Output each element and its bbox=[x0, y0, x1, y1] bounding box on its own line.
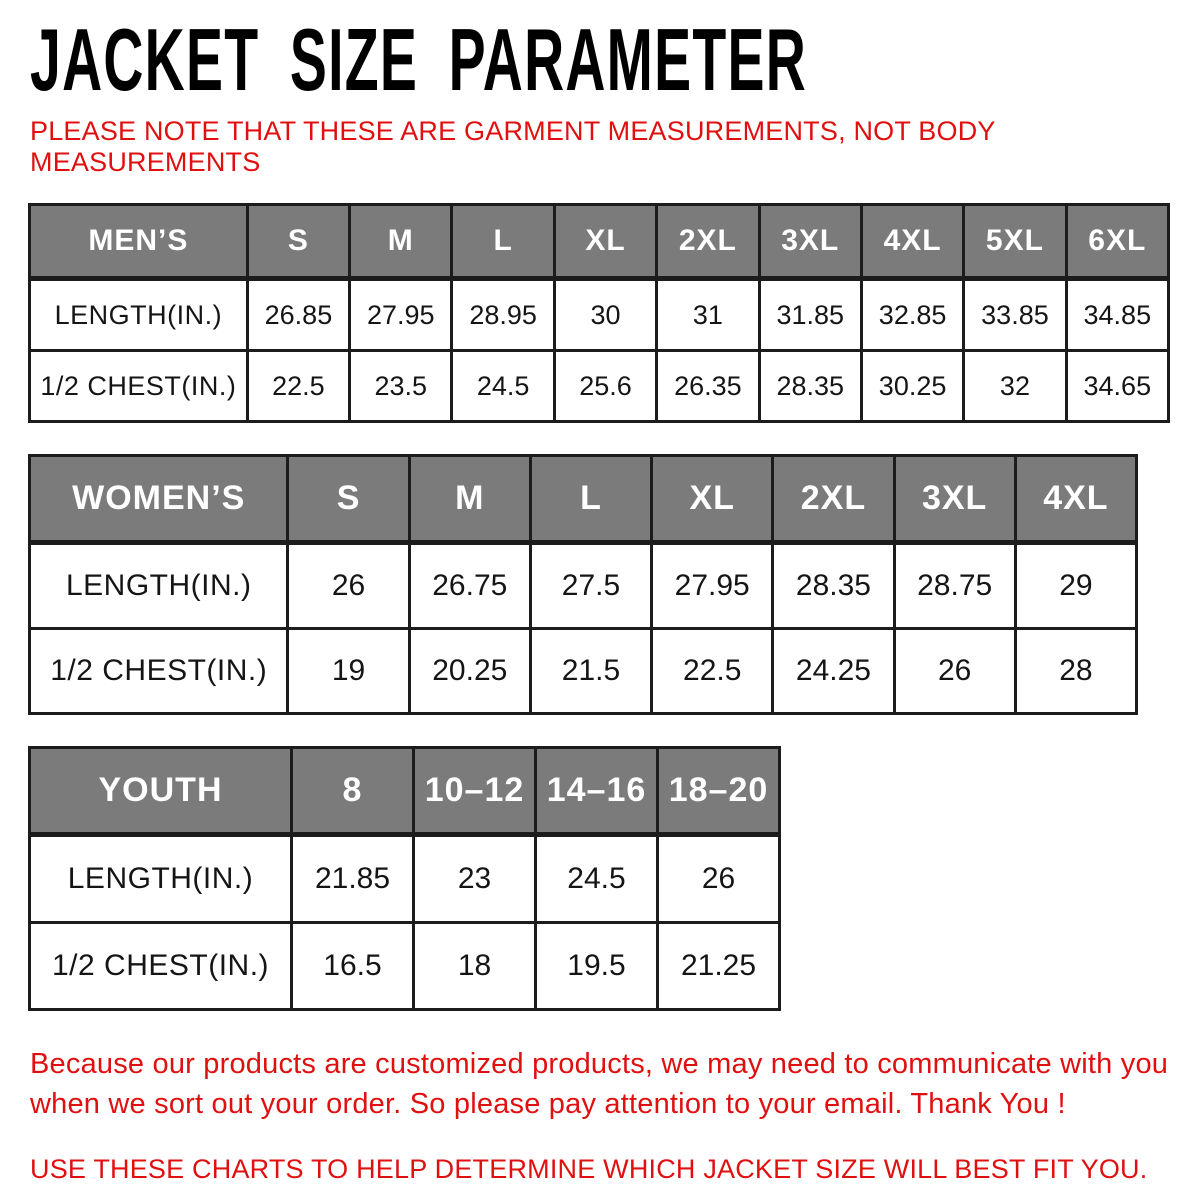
womens-data-row bbox=[30, 629, 1137, 714]
mens-size-table bbox=[28, 203, 1170, 423]
youth-size-header-cell: 8 bbox=[292, 748, 414, 835]
youth-data-row bbox=[30, 835, 780, 923]
womens-value-cell: 22.5 bbox=[652, 629, 773, 714]
womens-size-header-cell: 4XL bbox=[1015, 456, 1136, 543]
customization-notice-line2: when we sort out your order. So please pay attention to your email. Thank You ! bbox=[30, 1088, 1066, 1120]
mens-value-cell: 23.5 bbox=[350, 351, 452, 422]
womens-size-header-cell: M bbox=[409, 456, 530, 543]
womens-size-header-cell: 2XL bbox=[773, 456, 894, 543]
womens-value-cell: 19 bbox=[288, 629, 409, 714]
womens-value-cell: 24.25 bbox=[773, 629, 894, 714]
youth-size-header-cell: 14–16 bbox=[536, 748, 658, 835]
garment-measurement-note bbox=[30, 116, 1200, 178]
womens-value-cell: 26 bbox=[288, 543, 409, 629]
mens-size-header-cell: 5XL bbox=[964, 205, 1066, 279]
mens-row-label-cell: 1/2 CHEST(IN.) bbox=[30, 351, 248, 422]
youth-value-cell: 16.5 bbox=[292, 923, 414, 1010]
youth-header-row bbox=[30, 748, 780, 835]
youth-value-cell: 21.25 bbox=[658, 923, 780, 1010]
mens-size-header-cell: XL bbox=[554, 205, 656, 279]
mens-value-cell: 28.35 bbox=[759, 351, 861, 422]
mens-value-cell: 30.25 bbox=[861, 351, 963, 422]
womens-value-cell: 28.35 bbox=[773, 543, 894, 629]
womens-value-cell: 27.5 bbox=[530, 543, 651, 629]
mens-value-cell: 30 bbox=[554, 279, 656, 351]
mens-data-row bbox=[30, 279, 1169, 351]
mens-value-cell: 26.35 bbox=[657, 351, 759, 422]
mens-value-cell: 32.85 bbox=[861, 279, 963, 351]
mens-size-header-cell: L bbox=[452, 205, 554, 279]
mens-value-cell: 34.65 bbox=[1066, 351, 1168, 422]
mens-row-label-cell: LENGTH(IN.) bbox=[30, 279, 248, 351]
mens-value-cell: 31 bbox=[657, 279, 759, 351]
fit-advice-text: USE THESE CHARTS TO HELP DETERMINE WHICH JACKET SIZE WILL BEST FIT YOU. bbox=[30, 1154, 1148, 1184]
womens-data-row bbox=[30, 543, 1137, 629]
mens-size-header-cell: M bbox=[350, 205, 452, 279]
womens-value-cell: 26.75 bbox=[409, 543, 530, 629]
mens-size-header-cell: 4XL bbox=[861, 205, 963, 279]
mens-value-cell: 22.5 bbox=[247, 351, 349, 422]
mens-value-cell: 27.95 bbox=[350, 279, 452, 351]
youth-size-header-cell: 18–20 bbox=[658, 748, 780, 835]
youth-value-cell: 21.85 bbox=[292, 835, 414, 923]
mens-value-cell: 24.5 bbox=[452, 351, 554, 422]
womens-row-label-cell: LENGTH(IN.) bbox=[30, 543, 288, 629]
womens-value-cell: 27.95 bbox=[652, 543, 773, 629]
womens-size-header-cell: XL bbox=[652, 456, 773, 543]
womens-table-title-cell: WOMEN’S bbox=[30, 456, 288, 543]
womens-value-cell: 28.75 bbox=[894, 543, 1015, 629]
mens-header-row bbox=[30, 205, 1169, 279]
womens-size-header-cell: 3XL bbox=[894, 456, 1015, 543]
youth-value-cell: 26 bbox=[658, 835, 780, 923]
mens-value-cell: 34.85 bbox=[1066, 279, 1168, 351]
youth-data-row bbox=[30, 923, 780, 1010]
page-title-text: JACKET SIZE PARAMETER bbox=[30, 10, 808, 109]
mens-value-cell: 25.6 bbox=[554, 351, 656, 422]
youth-size-header-cell: 10–12 bbox=[414, 748, 536, 835]
youth-row-label-cell: LENGTH(IN.) bbox=[30, 835, 292, 923]
mens-size-header-cell: S bbox=[247, 205, 349, 279]
womens-value-cell: 26 bbox=[894, 629, 1015, 714]
youth-value-cell: 23 bbox=[414, 835, 536, 923]
customization-notice-line1: Because our products are customized products, we may need to communicate with you bbox=[30, 1048, 1169, 1080]
mens-table-title-cell: MEN’S bbox=[30, 205, 248, 279]
mens-value-cell: 26.85 bbox=[247, 279, 349, 351]
youth-row-label-cell: 1/2 CHEST(IN.) bbox=[30, 923, 292, 1010]
mens-value-cell: 33.85 bbox=[964, 279, 1066, 351]
womens-size-header-cell: L bbox=[530, 456, 651, 543]
womens-value-cell: 20.25 bbox=[409, 629, 530, 714]
customization-notice bbox=[30, 1044, 1200, 1124]
womens-value-cell: 29 bbox=[1015, 543, 1136, 629]
youth-value-cell: 18 bbox=[414, 923, 536, 1010]
youth-size-table bbox=[28, 746, 781, 1011]
womens-size-header-cell: S bbox=[288, 456, 409, 543]
womens-size-table bbox=[28, 454, 1138, 715]
mens-size-header-cell: 6XL bbox=[1066, 205, 1168, 279]
page-title bbox=[30, 10, 1200, 109]
mens-size-header-cell: 2XL bbox=[657, 205, 759, 279]
youth-value-cell: 24.5 bbox=[536, 835, 658, 923]
mens-size-header-cell: 3XL bbox=[759, 205, 861, 279]
mens-data-row bbox=[30, 351, 1169, 422]
mens-value-cell: 31.85 bbox=[759, 279, 861, 351]
mens-value-cell: 32 bbox=[964, 351, 1066, 422]
womens-header-row bbox=[30, 456, 1137, 543]
womens-value-cell: 21.5 bbox=[530, 629, 651, 714]
womens-row-label-cell: 1/2 CHEST(IN.) bbox=[30, 629, 288, 714]
garment-note-line1: PLEASE NOTE THAT THESE ARE GARMENT MEASUREMENTS, NOT BODY bbox=[30, 116, 996, 146]
youth-table-title-cell: YOUTH bbox=[30, 748, 292, 835]
womens-value-cell: 28 bbox=[1015, 629, 1136, 714]
mens-value-cell: 28.95 bbox=[452, 279, 554, 351]
garment-note-line2: MEASUREMENTS bbox=[30, 147, 261, 177]
youth-value-cell: 19.5 bbox=[536, 923, 658, 1010]
